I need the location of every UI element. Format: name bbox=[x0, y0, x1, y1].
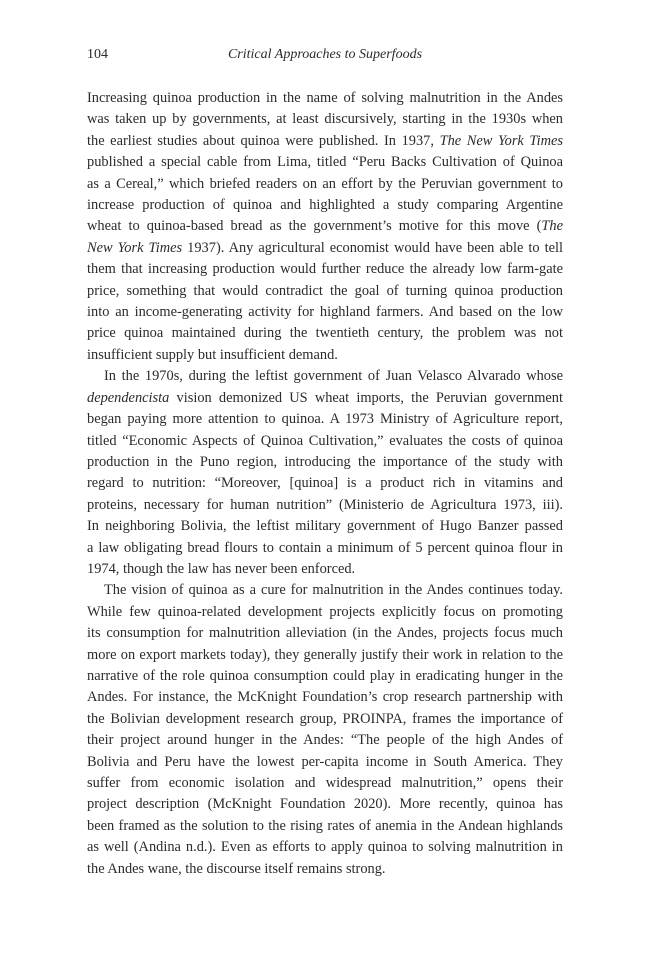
text-line: 1974, though the law has never been enforced. bbox=[87, 560, 356, 577]
running-title: Critical Approaches to Superfoods bbox=[227, 47, 423, 62]
text-line: project description (McKnight Foundation 2020). More recently, quinoa has bbox=[87, 796, 563, 813]
text-line: published a special cable from Lima, titled “Peru Backs Cultivation of Quinoa bbox=[87, 154, 563, 171]
text-line: the Bolivian development research group, PROINPA, frames the importance of bbox=[87, 710, 563, 727]
text-line: regard to nutrition: “Moreover, [quinoa] is a product rich in vitamins and bbox=[87, 475, 563, 492]
text-line: insufficient supply but insufficient demand. bbox=[87, 346, 338, 363]
text-line bbox=[87, 388, 563, 409]
text-line: In the 1970s, during the leftist government of Juan Velasco Alvarado whose bbox=[104, 368, 563, 385]
page-header bbox=[87, 44, 563, 66]
text-line bbox=[87, 216, 563, 237]
text-line: suffer from economic isolation and widespread malnutrition,” opens their bbox=[87, 775, 563, 791]
text-line: Increasing quinoa production in the name of solving malnutrition in the Andes bbox=[87, 90, 563, 106]
text-line: While few quinoa-related development projects explicitly focus on promoting bbox=[87, 603, 563, 620]
text-line: narrative of the role quinoa consumption could play in eradicating hunger in the bbox=[87, 667, 563, 684]
text-line: as a Cereal,” which briefed readers on an effort by the Peruvian government to bbox=[87, 175, 563, 192]
text-line: into an income-generating activity for highland farmers. And based on the low bbox=[87, 304, 563, 321]
paragraph-2 bbox=[87, 366, 563, 580]
text-line: price quinoa maintained during the twentieth century, the problem was not bbox=[87, 325, 563, 342]
italic-title: New York Times bbox=[87, 239, 183, 256]
body-text bbox=[87, 88, 563, 880]
text-run: the earliest studies about quinoa were published. In 1937, bbox=[87, 132, 440, 149]
italic-title: The New York Times bbox=[439, 132, 563, 149]
text-run: 1937). Any agricultural economist would have been able to tell bbox=[182, 239, 564, 256]
text-line: began paying more attention to quinoa. A 1973 Ministry of Agriculture report, bbox=[87, 411, 563, 428]
text-run: vision demonized US wheat imports, the Peruvian government bbox=[169, 389, 563, 406]
text-line: Andes. For instance, the McKnight Foundation’s crop research partnership with bbox=[87, 689, 563, 706]
text-line: as well (Andina n.d.). Even as efforts to apply quinoa to solving malnutrition in bbox=[87, 839, 563, 856]
text-line: its consumption for malnutrition alleviation (in the Andes, projects focus much bbox=[87, 625, 563, 642]
text-line: In neighboring Bolivia, the leftist military government of Hugo Banzer passed bbox=[87, 518, 563, 535]
text-line: was taken up by governments, at least discursively, starting in the 1930s when bbox=[87, 111, 563, 128]
text-line bbox=[87, 238, 563, 259]
text-line bbox=[87, 131, 563, 152]
text-line: a law obligating bread flours to contain a minimum of 5 percent quinoa flour in bbox=[87, 539, 563, 556]
paragraph-1 bbox=[87, 88, 563, 366]
page-number: 104 bbox=[87, 47, 108, 62]
italic-term: dependencista bbox=[87, 389, 170, 406]
text-line: their project around hunger in the Andes: “The people of the high Andes of bbox=[87, 732, 563, 749]
text-line: them that increasing production would further reduce the already low farm-gate bbox=[87, 261, 563, 278]
text-run: wheat to quinoa-based bread as the government’s motive for this move ( bbox=[87, 218, 542, 235]
text-line: The vision of quinoa as a cure for malnutrition in the Andes continues today. bbox=[104, 582, 563, 599]
text-line: the Andes wane, the discourse itself remains strong. bbox=[87, 860, 386, 877]
text-line: production in the Puno region, introducing the importance of the study with bbox=[87, 453, 563, 470]
text-line: more on export markets today), they generally justify their work in relation to the bbox=[87, 646, 563, 663]
paragraph-3 bbox=[87, 580, 563, 880]
text-line: price, something that would contradict the goal of turning quinoa production bbox=[87, 282, 563, 299]
text-line: been framed as the solution to the rising rates of anemia in the Andean highlands bbox=[87, 817, 563, 834]
text-line: increase production of quinoa and highlighted a study comparing Argentine bbox=[87, 197, 563, 214]
text-line: Bolivia and Peru have the lowest per-capita income in South America. They bbox=[87, 753, 563, 770]
text-line: titled “Economic Aspects of Quinoa Cultivation,” evaluates the costs of quinoa bbox=[87, 432, 563, 449]
text-line: proteins, necessary for human nutrition” (Ministerio de Agricultura 1973, iii). bbox=[87, 496, 563, 513]
italic-title: The bbox=[541, 218, 563, 235]
